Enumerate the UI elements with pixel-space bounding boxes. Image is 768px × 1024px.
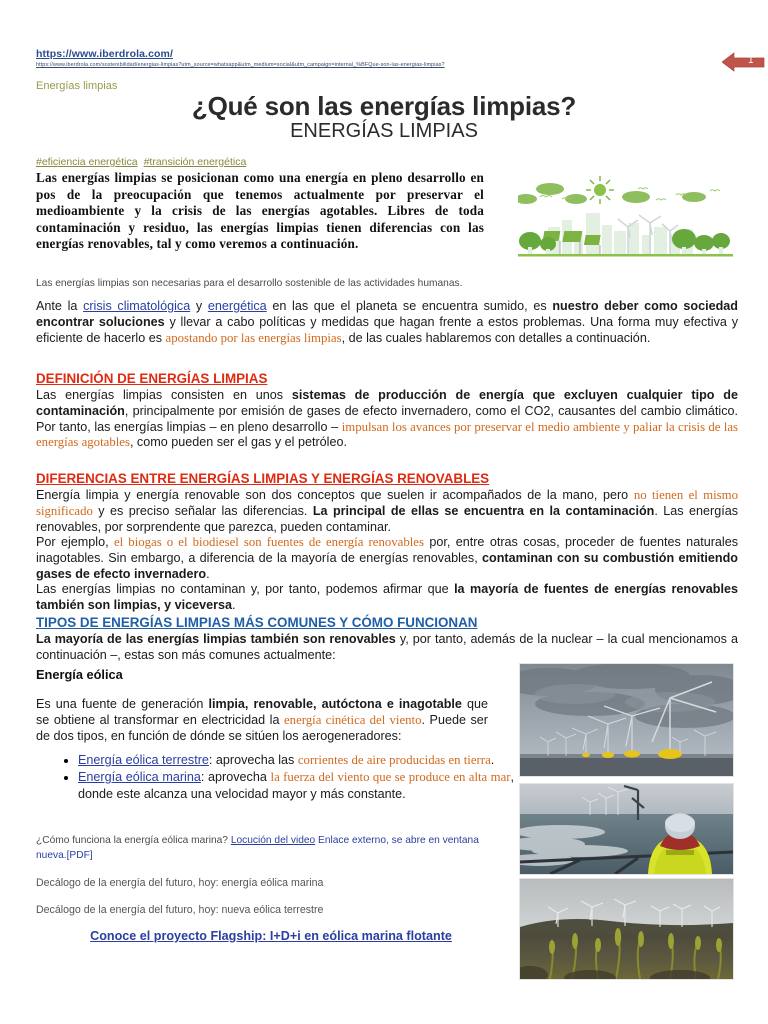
text-fragment: que se obtiene al transformar en electricidad la — [36, 697, 489, 727]
link-eolica-marina[interactable]: Energía eólica marina — [78, 770, 201, 785]
bold-fragment: nuestro deber como sociedad encontrar soluciones — [36, 299, 738, 329]
text-fragment: y es preciso señalar las diferencias. — [92, 503, 313, 518]
text-fragment: y llevar a cabo políticas y medidas que hagan frente a estos problemas. Una forma muy efectiva y eficiente de hacerlo es — [36, 314, 738, 345]
left-arrow-marker-icon — [722, 50, 766, 74]
list-item — [78, 752, 514, 768]
text-fragment: ¿Cómo funciona la energía eólica marina? — [36, 835, 231, 846]
paragraph-energia-eolica — [36, 697, 488, 744]
highlight-no-tienen: no tienen el mismo significado — [36, 488, 738, 518]
decalogo-marina[interactable]: Decálogo de la energía del futuro, hoy: energía eólica marina — [36, 877, 324, 889]
highlight-energia-cinetica: energía cinética del viento — [284, 712, 422, 727]
decalogo-terrestre[interactable]: Decálogo de la energía del futuro, hoy: nueva eólica terrestre — [36, 904, 324, 916]
bold-fragment: contaminan con su combustión emitiendo gases de efecto invernadero — [36, 550, 738, 581]
paragraph-ante-crisis — [36, 299, 738, 346]
text-fragment: Energía limpia y energía renovable son dos conceptos que suelen ir acompañados de la mano, pero — [36, 488, 634, 502]
paragraph-diferencias-3 — [36, 582, 738, 614]
onshore-wind-turbines-field-photo — [519, 878, 734, 980]
intro-paragraph: Las energías limpias se posicionan como una energía en pleno desarrollo en pos de la preocupación que tenemos actualmente por preservar el medioambiente y la crisis de las energías agotables. Libres de toda contaminación y residuo, las energías limpias tienen diferencias con las energías renovables, tal y como veremos a continuación. — [36, 170, 484, 252]
green-eco-city-illustration — [518, 165, 733, 265]
paragraph-diferencias-1 — [36, 488, 738, 535]
text-fragment: : aprovecha las — [208, 753, 298, 767]
bold-fragment: limpia, renovable, autóctona e inagotable — [208, 697, 462, 711]
text-fragment: , donde este alcanza una velocidad mayor y más constante. — [78, 770, 515, 801]
heading-definicion: DEFINICIÓN DE ENERGÍAS LIMPIAS — [36, 371, 268, 386]
link-locucion-video[interactable]: Locución del video — [230, 835, 316, 846]
bold-fragment: sistemas de producción de energía que excluyen cualquier tipo de contaminación — [36, 388, 738, 418]
text-fragment: . — [232, 597, 236, 612]
eolica-types-list — [52, 752, 514, 803]
illustration-caption: Las energías limpias son necesarias para el desarrollo sostenible de las actividades humanas. — [36, 278, 463, 289]
source-url-full[interactable]: https://www.iberdrola.com/sostenibilidad/energias-limpias?utm_source=whatsapp&utm_medium=social&utm_campaign=internal_%BFQue-son-las-energias-limpias? — [36, 62, 445, 68]
text-fragment: . Puede ser de dos tipos, en función de dónde se sitúen los aerogeneradores: — [36, 712, 488, 743]
text-fragment: Por ejemplo, — [36, 535, 114, 549]
text-fragment: Enlace externo, se abre en ventana nueva.[PDF] — [36, 835, 479, 861]
link-flagship-project[interactable]: Conoce el proyecto Flagship: I+D+i en eólica marina flotante — [90, 929, 452, 943]
page-number-marker — [722, 50, 766, 74]
page-subtitle: ENERGÍAS LIMPIAS — [290, 120, 478, 142]
link-eolica-terrestre[interactable]: Energía eólica terrestre — [78, 753, 209, 767]
text-fragment: , de las cuales hablaremos con detalles a continuación. — [341, 330, 651, 345]
text-fragment: . Las energías renovables, por sorprendente que parezca, pueden contaminar. — [36, 503, 738, 534]
text-fragment: y — [190, 299, 208, 313]
text-fragment: por, entre otras cosas, proceder de fuentes naturales inagotables. Sin embargo, a diferencia de la mayoría de energías renovables, — [36, 535, 738, 565]
text-fragment: Ante la — [36, 299, 84, 313]
bold-fragment: La mayoría de las energías limpias también son renovables — [36, 632, 396, 646]
highlight-corrientes-aire: corrientes de aire producidas en tierra — [297, 753, 491, 767]
page-title: ¿Qué son las energías limpias? — [191, 91, 577, 121]
text-fragment: Las energías limpias consisten en unos — [36, 388, 292, 402]
text-fragment: Es una fuente de generación — [36, 697, 209, 711]
link-energetica[interactable]: energética — [207, 299, 267, 313]
flagship-project-link-wrapper — [36, 929, 506, 943]
text-fragment: . — [490, 753, 495, 767]
text-fragment: . — [206, 566, 210, 581]
heading-tipos: TIPOS DE ENERGÍAS LIMPIAS MÁS COMUNES Y CÓMO FUNCIONAN — [36, 615, 478, 630]
highlight-impulsan: impulsan los avances por preservar el medio ambiente y paliar la crisis de las energías agotables — [36, 419, 738, 450]
video-note — [36, 833, 506, 863]
heading-diferencias: DIFERENCIAS ENTRE ENERGÍAS LIMPIAS Y ENERGÍAS RENOVABLES — [36, 471, 490, 486]
source-url-link[interactable]: https://www.iberdrola.com/ — [36, 48, 173, 60]
offshore-wind-farm-photo — [519, 663, 734, 777]
bold-fragment: La principal de ellas se encuentra en la contaminación — [312, 503, 655, 518]
bold-fragment: la mayoría de fuentes de energías renovables también son limpias, y viceversa — [36, 582, 738, 612]
text-fragment: : aprovecha — [200, 770, 271, 785]
link-crisis-climatologica[interactable]: crisis climatológica — [83, 299, 191, 313]
text-fragment: en las que el planeta se encuentra sumido, es — [266, 299, 553, 313]
subheading-energia-eolica: Energía eólica — [36, 667, 123, 682]
list-item — [78, 769, 514, 802]
paragraph-definicion — [36, 388, 738, 451]
page-number-label: 1 — [748, 55, 754, 66]
paragraph-tipos — [36, 632, 738, 664]
hashtag-eficiencia[interactable]: #eficiencia energética — [36, 156, 138, 168]
hashtag-transicion[interactable]: #transición energética — [143, 156, 247, 168]
worker-on-boat-offshore-photo — [519, 783, 734, 875]
highlight-apostando: apostando por las energías limpias — [165, 330, 342, 345]
text-fragment: , principalmente por emisión de gases de efecto invernadero, como el CO2, causantes del cambio climático. Por tanto, las energías limpias – en pleno desarrollo – — [36, 403, 738, 434]
breadcrumb: Energías limpias — [36, 80, 118, 92]
source-url-block — [36, 48, 656, 69]
highlight-biogas: el biogas o el biodiesel son fuentes de energía renovables — [113, 535, 424, 549]
highlight-fuerza-viento: la fuerza del viento que se produce en alta mar — [270, 770, 511, 785]
text-fragment: Las energías limpias no contaminan y, por tanto, podemos afirmar que — [36, 582, 455, 596]
hashtag-row — [36, 156, 252, 168]
text-fragment: , como pueden ser el gas y el petróleo. — [129, 435, 347, 450]
text-fragment: y, por tanto, además de la nuclear – la cual mencionamos a continuación –, estas son más comunes actualmente: — [36, 632, 738, 662]
paragraph-diferencias-2 — [36, 535, 738, 582]
